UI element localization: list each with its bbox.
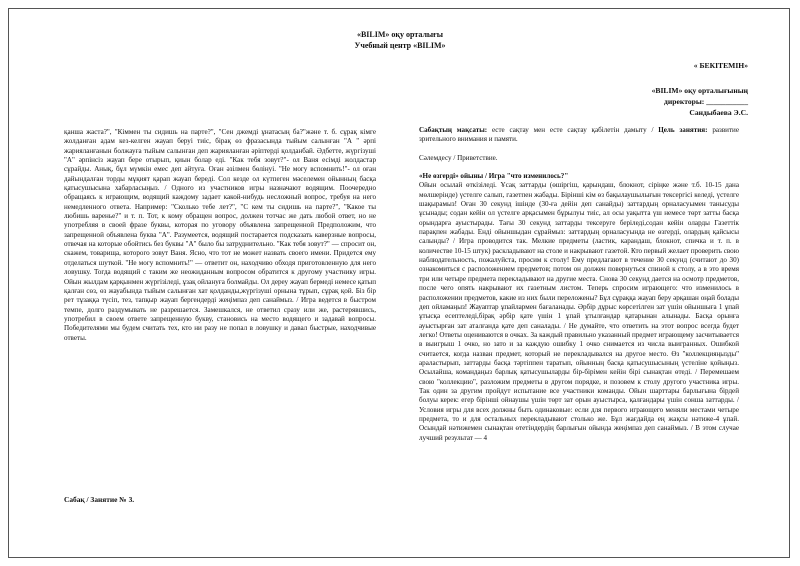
goal-text-ru: развитие зрительного внимания и памяти. bbox=[419, 126, 739, 144]
game-title-text: «Не өзгерді» ойыны / Игра "что изменилось?" bbox=[419, 172, 569, 181]
approval-org: «BILIM» оқу орталығының bbox=[651, 86, 748, 95]
game-description: Ойын осылай өткізіледі. Ұсақ заттарды (өшіргіш, қарындаш, блокнот, сіріңке және т.б. 10-15 дана мөлшерінде) үстелге салып, газетпен жабады. Бірінші кім өз бақылаушылығын тексергісі келеді, үстелге шақырамыз! Оған 30 секунд ішінде (30-ға дейін деп санайды) заттардың орналасуымен танысуды ұсынады; содан кейін ол үстелге арқасымен бұрылуы тиіс, ал осы уақытта үш немесе төрт затты басқа орындарға ауыстырады. Тағы 30 секунд заттарды тексеруге беріледі,содан кейін оларды Газеттік парақпен жабады. Енді ойыншыдан сұраймыз: заттардың орналасуында не өзгерді, олардың қайсысы салынды? / Игра проводится так. Мелкие предметы (ластик, карандаш, блокнот, спичка и т. п. в количестве 10-15 штук) раскладывают на столе и накрывают газетой. Кто первый желает проверить свою наблюдательность, пожалуйста, просим к столу! Ему предлагают в течение 30 секунд (считают до 30) ознакомиться с расположением предметов; потом он должен повернуться спиной к столу, а в это время три или четыре предмета перекладывают на другие места. Снова 30 секунд дается на осмотр предметов, после чего опять накрывают их газетным листом. Теперь спросим играющего: что изменилось в расположении предметов, какие из них были переложены? Бұл сұраққа жауап беру әрқашан оңай болады деп ойламаңыз! Жауаптар ұпайлармен бағаланады. Әрбір дұрыс көрсетілген зат үшін ойыншыға 1 ұпай ұтысқа есептеледі,бірақ әрбір қате үшін 1 ұпай ұтылғандар қатарынан алынады. Басқа орынға ауыстырған зат аталғанда қате деп саналады. / Не думайте, что ответить на этот вопрос всегда будет легко! Ответы оцениваются в очках. За каждый правильно указанный предмет играющему засчитывается в выигрыш 1 очко, но зато и за каждую ошибку 1 очко снимается из числа выигранных. Ошибкой считается, когда назван предмет, который не перекладывался на другое место. Өз "коллекцияңызды" араластырып, заттарды басқа тәртіппен таратып, ойынның басқа қатысушысының үстеліне қойыңыз. Осылайша, командаңыз барлық қатысушыларды бір-бірімен кейін бірі сынақтан өтеді. / Перемешаем свою "коллекцию", разложим предметы в другом порядке, и позовем к столу другого участника игры. Так один за другим пройдут испытание все участники команды. Ойын шарттары барлығына бірдей болуы керек: егер бірінші ойнаушы үшін төрт зат орын ауыстырса, қалғандары үшін сонша заттарды. / Условия игры для всех должны быть одинаковые: если для первого играющего меняли местами четыре предмета, то и для остальных перекладывают столько же. Бұл жағдайда ең жақсы нәтиже-4 ұпай. Осындай нәтижемен сынақтан өтетіндердің барлығын ойында жеңімпаз деп санаймыз. / В этом случае лучший результат — 4 bbox=[419, 181, 739, 442]
approval-title: « БЕКІТЕМІН» bbox=[693, 61, 748, 70]
lesson-goal bbox=[419, 126, 739, 145]
goal-text: есте сақтау мен есте сақтау қабілетін дамыту / bbox=[487, 126, 659, 134]
lesson-number: Сабақ / Занятие № 3. bbox=[64, 495, 135, 504]
header-center-name-ru: Учебный центр «BILIM» bbox=[354, 41, 446, 50]
game-title bbox=[419, 172, 739, 181]
document-header bbox=[0, 29, 800, 51]
goal-label: Сабақтың мақсаты: bbox=[419, 126, 488, 134]
greeting: Сәлемдесу / Приветствие. bbox=[419, 153, 498, 162]
approval-director: директоры: ___________ bbox=[664, 97, 748, 106]
right-column bbox=[419, 126, 739, 550]
approval-block bbox=[488, 60, 748, 118]
header-center-name-kz: «BILIM» оқу орталығы bbox=[356, 30, 444, 39]
goal-label-ru: Цель занятия: bbox=[658, 126, 708, 134]
approval-name: Сандыбаева Э.С. bbox=[689, 108, 748, 117]
left-column-text: қанша жаста?", "Кіммен ты сидишь на парте?", "Сен джемді ұнатасың ба?"және т. б. сұрақ кімге жолданған адам кез-келген жауап беруі тиіс, бірақ өз фразасында тыйым салынған "А " әрпі жарияланғанын болжауға тыйым салынған деп жарияланған әріптерді қолданбай. Әдбетте, жүргізуші "А" әрпінсіз жауап бере отырып, қиын болар еді. "Как тебя зовут?"- ол Ваня есімді жолдастар сұрайды. Анық, бұл мүмкін емес деп айтуға. Оған əзілмен бөлінуі. "Не могу вспомнить!"- ол оған дайындалған торды мұқият қарап жауап береді. Сол кезде ол күтпеген мәселемен ойынның басқа қатысушысына хабарласыңыз. / Одного из участников игры назначают водящим. Поочередно обращаясь к играющим, водящий каждому задает какой-нибудь несложный вопрос, требуя на него немедленного ответа. Например: "Сколько тебе лет?", "С кем ты сидишь на парте?", "Какое ты любишь варенье?" и т. п. Тот, к кому обращен вопрос, должен тотчас же дать любой ответ, но не употребляя в своей фразе буквы, которая по уговору объявлена запрещенной Предположим, что запрещенной объявлена буква "А". Разумеется, водящий постарается подсказать каверзные вопросы, отвечая на которые обойтись без буквы "А" было бы затруднительно. "Как тебя зовут?" — спросит он, скажем, товарища, которого зовут Ваня. Ясно, что тот не может назвать своего имени. Придется ему отделаться шуткой. "Не могу вспомнить!" — ответит он, находчиво обходя приготовленную для него ловушку. Тогда водящий с таким же неожиданным вопросом обратится к другому участнику игры. Ойын жылдам қарқынмен жүргізіледі, ұзақ ойлануға болмайды. Ол дереу жауап бермеді немесе қатып қалған сөз, өз жауабында тыйым салынған хат қолданды,жүргізуші орнына тұрып, сұрақ қой. Біз бір рет тұзаққа түсіп, тез, тапқыр жауап бергендерді жеңімпаз деп санаймыз. / Игра ведется в быстром темпе, долго раздумывать не разрешается. Замешкался, не ответил сразу или же, растерявшись, употребил в своем ответе запрещенную букву, становись на место водящего и задавай вопросы. Победителями мы будем считать тех, кто ни разу не попал в ловушку и давал быстрые, находчивые ответы. bbox=[64, 128, 376, 342]
